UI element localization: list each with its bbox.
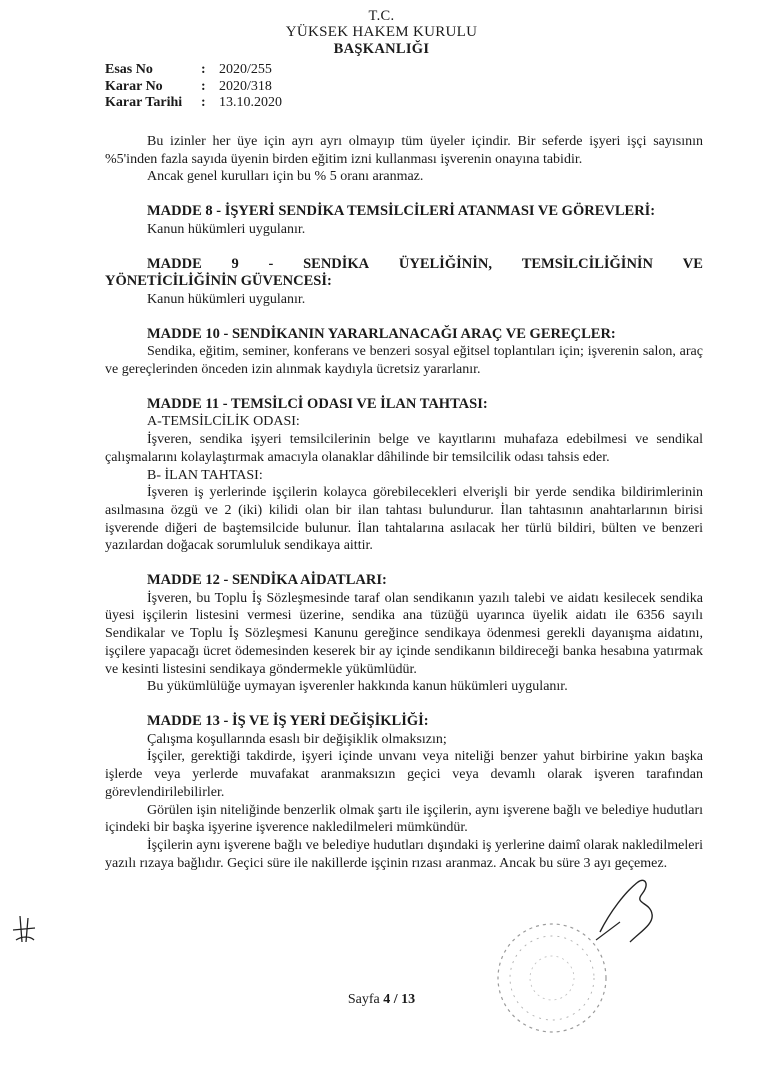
article-13-p2: İşçiler, gerektiği takdirde, işyeri içinde unvanı veya niteliği benzer yahut birbirine yakın başka işlerde veya yerlerde muvafakat aranmaksızın geçici veya devamlı olarak işveren tarafından görevlendirilebilirler. <box>105 749 703 800</box>
page-footer <box>0 992 763 1008</box>
article-11-b-text: İşveren iş yerlerinde işçilerin kolayca görebilecekleri elverişli bir yerde sendika bildirimlerinin asılmasına özgü ve 2 (iki) kilidi olan bir ilan tahtası bulundurur. İlan tahtasının anahtarlarının birisi işverende diğeri de baştemsilcide bulunur. İlan tahtalarına asılacak her türlü bildiri, bülten ve benzeri yazılardan doğacak sorumluluk sendikaya aittir. <box>105 485 703 554</box>
document-body <box>105 133 703 872</box>
article-12-title: MADDE 12 - SENDİKA AİDATLARI: <box>147 572 387 589</box>
meta-value: 2020/255 <box>219 62 272 77</box>
meta-key: Karar Tarihi <box>105 95 183 110</box>
article-10-title: MADDE 10 - SENDİKANIN YARARLANACAĞI ARAÇ VE GEREÇLER: <box>147 325 616 342</box>
case-meta <box>105 62 282 112</box>
meta-key: Karar No <box>105 78 163 94</box>
page-number: 4 / 13 <box>383 992 416 1007</box>
article-11-b-heading: B- İLAN TAHTASI: <box>147 467 263 483</box>
meta-sep: : <box>201 95 206 110</box>
meta-row-karar <box>105 79 282 96</box>
paragraph: Ancak genel kurulları için bu % 5 oranı aranmaz. <box>147 169 424 185</box>
meta-row-esas <box>105 62 282 79</box>
article-11-a-heading: A-TEMSİLCİLİK ODASI: <box>147 414 300 430</box>
article-13-p4: İşçilerin aynı işverene bağlı ve belediye hudutları dışındaki iş yerlerine daimî olarak nakledilmeleri yazılı rızaya bağlıdır. Geçici süre ile nakillerde işçinin rızası aranmaz. Ancak bu süre 3 ayı geçemez. <box>105 837 703 871</box>
article-11-title: MADDE 11 - TEMSİLCİ ODASI VE İLAN TAHTASI: <box>147 395 488 412</box>
paragraph: Bu izinler her üye için ayrı ayrı olmayıp tüm üyeler içindir. Bir seferde işyeri işçi sayısının %5'inden fazla sayıda üyenin birden eğitim izni kullanması işverenin onayına tabidir. <box>105 134 703 167</box>
article-11-a-text: İşveren, sendika işyeri temsilcilerinin belge ve kayıtlarını muhafaza edebilmesi ve sendikal çalışmalarını kolaylaştırmak amacıyla olanaklar dâhilinde bir temsilcilik odası tahsis eder. <box>105 432 703 465</box>
meta-key: Esas No <box>105 62 153 77</box>
meta-value: 2020/318 <box>219 78 272 94</box>
initial-mark <box>10 912 38 946</box>
article-8-text: Kanun hükümleri uygulanır. <box>147 221 306 237</box>
meta-sep: : <box>201 62 206 77</box>
article-13-p3: Görülen işin niteliğinde benzerlik olmak şartı ile işçilerin, aynı işverene bağlı ve belediye hudutları içindeki bir başka işyerine işverence nakledilmeleri mümkündür. <box>105 802 703 836</box>
meta-row-tarih <box>105 95 282 112</box>
official-seal-stamp <box>492 918 612 1038</box>
meta-sep: : <box>201 78 206 94</box>
article-13-title: MADDE 13 - İŞ VE İŞ YERİ DEĞİŞİKLİĞİ: <box>147 712 429 729</box>
article-12-text: İşveren, bu Toplu İş Sözleşmesinde taraf olan sendikanın yazılı talebi ve aidatı kesilecek sendika üyesi işçilerin listesini vermesi üzerine, sendika ana tüzüğü uyarınca üyelik aidatı ile 6356 sayılı Sendikalar ve Toplu İş Sözleşmesi Kanunu gereğince sendikaya ödenmesi gerekli dayanışma aidatını, işçilere yapacağı ücret ödemesinden keserek bir ay içinde sendikanın bildireceği banka hesabına yatırmak ve kesinti listesini sendikaya göndermekle yükümlüdür. <box>105 590 703 677</box>
article-12-text-2: Bu yükümlülüğe uymayan işverenler hakkında kanun hükümleri uygulanır. <box>147 679 568 695</box>
article-9-title: MADDE 9 - SENDİKA ÜYELİĞİNİN, TEMSİLCİLİĞİNİN VE YÖNETİCİLİĞİNİN GÜVENCESİ: <box>105 255 703 290</box>
article-10-text: Sendika, eğitim, seminer, konferans ve benzeri sosyal eğitsel toplantıları için; işverenin salon, araç ve gereçlerinden önceden izin alınmak kaydıyla ücretsiz yararlanır. <box>105 344 703 378</box>
header-institution: YÜKSEK HAKEM KURULU <box>285 24 478 40</box>
article-8-title: MADDE 8 - İŞYERİ SENDİKA TEMSİLCİLERİ ATANMASI VE GÖREVLERİ: <box>147 203 656 220</box>
meta-value: 13.10.2020 <box>219 95 282 110</box>
header-tc: T.C. <box>368 8 395 24</box>
footer-prefix: Sayfa <box>347 992 384 1007</box>
article-13-p1: Çalışma koşullarında esaslı bir değişiklik olmaksızın; <box>147 731 447 747</box>
article-9-text: Kanun hükümleri uygulanır. <box>147 291 306 307</box>
header-presidency: BAŞKANLIĞI <box>333 41 430 57</box>
